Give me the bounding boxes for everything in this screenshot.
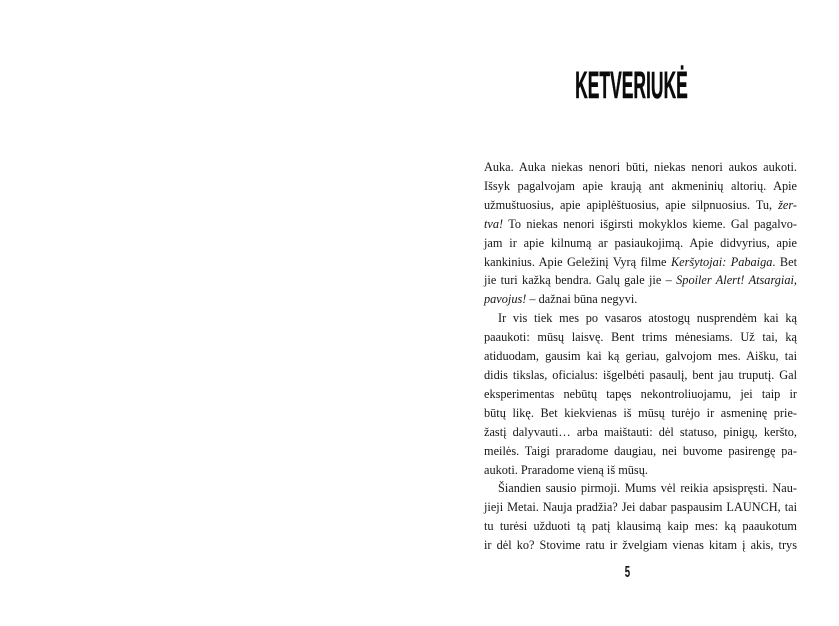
body-line	[484, 479, 797, 498]
body-line-segment: būtų likę. Bet kiekvienas iš mūsų turėjo ir asmeninę prie-	[484, 405, 797, 420]
body-line-segment-italic: Keršytojai: Pabaiga	[670, 254, 773, 269]
body-line-segment: Ir vis tiek mes po vasaros atostogų nusprendėm kai ką	[498, 311, 797, 326]
body-text	[484, 158, 797, 555]
body-line	[484, 404, 797, 423]
page-number-text: 5	[624, 564, 631, 581]
body-line	[484, 442, 797, 461]
chapter-title-text: KETVERIUKĖ	[575, 65, 688, 107]
body-line-segment: žastį dalyvauti… arba maištauti: dėl statuso, pinigų, keršto,	[484, 424, 797, 439]
page-number	[484, 565, 797, 581]
body-line	[484, 347, 797, 366]
body-line	[484, 366, 797, 385]
body-line	[484, 536, 797, 555]
body-line-segment: Auka. Auka niekas nenori būti, niekas nenori aukos aukoti.	[484, 160, 797, 174]
body-line-segment-italic: tva!	[484, 216, 504, 231]
body-line	[484, 234, 797, 253]
body-line-segment: aukoti. Praradome vieną iš mūsų.	[484, 462, 648, 477]
body-line-segment: To niekas nenori išgirsti mokyklos kieme. Gal pagalvo-	[503, 216, 797, 231]
body-line-segment: Šiandien sausio pirmoji. Mums vėl reikia apsispręsti. Nau-	[498, 481, 797, 496]
body-line	[484, 328, 797, 347]
body-line-segment-italic: Spoiler Alert! Atsargiai,	[676, 273, 797, 288]
body-line	[484, 423, 797, 442]
body-line-segment: paaukoti: mūsų laisvę. Bent trims mėnesiams. Už tai, ką	[484, 330, 797, 345]
body-line-segment: ir dėl ko? Stovime ratu ir žvelgiam vienas kitam į akis, trys	[484, 538, 797, 553]
body-line	[484, 517, 797, 536]
chapter-title	[484, 65, 797, 107]
body-line-segment: meilės. Taigi praradome daugiau, nei buvome pasirengę pa-	[484, 443, 797, 458]
body-line	[484, 158, 797, 177]
body-line-segment: – dažnai būna negyvi.	[526, 292, 638, 307]
body-line-segment: jam ir apie kilnumą ar pasiaukojimą. Apie didvyrius, apie	[484, 235, 797, 250]
body-line-segment: tu turėsi užduoti tą patį klausimą kaip mes: ką paaukotum	[484, 519, 797, 534]
body-line	[484, 271, 797, 290]
body-line-segment: eksperimentas nebūtų tapęs nekontroliuojamu, jei taip ir	[484, 386, 797, 401]
body-line	[484, 196, 797, 215]
body-line-segment: užmuštuosius, apie apiplėštuosius, apie silpnuosius. Tu,	[484, 197, 779, 212]
body-line-segment: kankinius. Apie Geležinį Vyrą filme	[484, 254, 671, 269]
body-line-segment: didis tikslas, oficialus: išgelbėti pasaulį, bent jau truputį. Gal	[484, 367, 797, 382]
body-line	[484, 309, 797, 328]
body-line	[484, 177, 797, 196]
body-line-segment: . Bet	[772, 254, 798, 269]
body-line	[484, 215, 797, 234]
body-line	[484, 253, 797, 272]
body-line-segment: jie turi kažką bendra. Galų gale jie –	[484, 273, 677, 288]
body-line-segment-italic: pavojus!	[484, 292, 527, 307]
body-line	[484, 461, 797, 480]
body-line-segment: Išsyk pagalvojam apie kraują ant akmeninių altorių. Apie	[484, 178, 797, 193]
body-line	[484, 385, 797, 404]
body-line-segment: atiduodam, gausim kai ką geriau, galvojom mes. Aišku, tai	[484, 349, 797, 364]
body-line-segment-italic: žer-	[778, 197, 797, 212]
body-line	[484, 498, 797, 517]
body-line	[484, 290, 797, 309]
body-line-segment: jieji Metai. Nauja pradžia? Jei dabar paspausim LAUNCH, tai	[484, 500, 797, 515]
